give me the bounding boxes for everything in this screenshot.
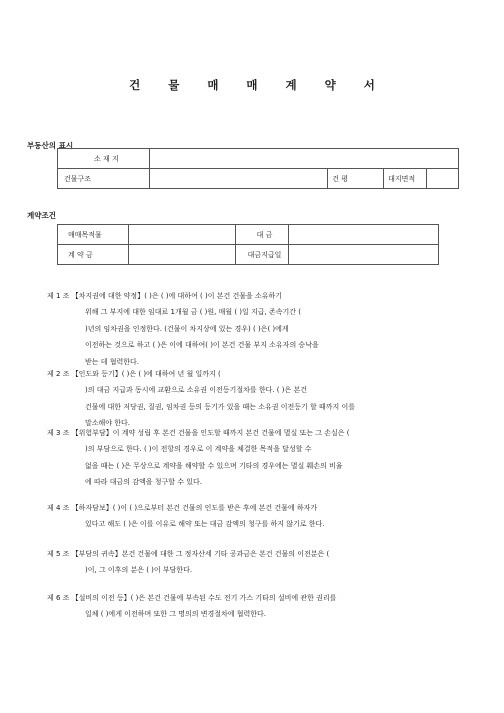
location-row	[58, 149, 459, 169]
balance-date-label: 대금지급일	[235, 245, 288, 265]
deposit-row	[58, 245, 439, 265]
purpose-value-cell[interactable]	[128, 225, 235, 245]
document-title: 건 물 매 매 계 약 서	[129, 78, 387, 92]
deposit-value-cell[interactable]	[128, 245, 235, 265]
article-6	[47, 590, 465, 623]
article-line: 에 따라 대금의 감액을 청구할 수 있다.	[85, 478, 203, 487]
balance-date-value-cell[interactable]	[288, 245, 439, 265]
article-line: 제 5 조 【부담의 귀속】본건 건물에 대한 그 정자산세 기타 공과금은 본건 건물의 이전분은 (	[47, 550, 330, 558]
structure-value-cell[interactable]	[149, 169, 327, 189]
deposit-label: 계 약 금	[58, 245, 129, 265]
terms-section-heading: 계약조건	[27, 211, 56, 220]
location-value-cell[interactable]	[149, 149, 458, 169]
location-label: 소 재 지	[58, 149, 150, 169]
article-line: )의 대금 지급과 동시에 교환으로 소유권 이전등기절차를 한다. ( )은 본건	[85, 386, 308, 395]
article-line: 없을 때는 ( )은 무상으로 계약을 해약할 수 있으며 기타의 경우에는 멸실 훼손의 비율	[85, 461, 343, 470]
article-line: 받는 데 협력한다.	[85, 357, 140, 366]
article-line: 있다고 해도 ( )은 이를 이유로 해약 또는 대금 감액의 청구를 하지 않기로 한다.	[85, 520, 325, 529]
article-3	[47, 425, 465, 491]
article-2	[47, 366, 465, 432]
article-line: )이, 그 이후의 분은 ( )이 부담한다.	[85, 566, 193, 575]
building-area-label: 건 평	[328, 169, 384, 189]
article-line: 제 1 조 【차지권에 대한 약정】( )은 ( )에 대하여 ( )이 본건 건물을 소유하기	[47, 292, 283, 300]
article-4	[47, 500, 465, 533]
article-line: )의 부담으로 한다. ( )이 전항의 경우로 이 계약을 체결한 목적을 달성할 수	[85, 445, 312, 454]
article-line: 제 6 조 【설비의 이전 등】( )은 본건 건물에 부속된 수도 전기 가스 기타의 설비에 관한 권리를	[47, 594, 337, 602]
article-line: )년의 임차권을 인정한다. (건물이 차지상에 있는 경우) ( )은( )에게	[85, 324, 289, 333]
property-section-heading: 부동산의 표시	[27, 141, 74, 150]
land-area-label: 대지면적	[384, 169, 427, 189]
land-area-value-cell[interactable]	[427, 169, 459, 189]
amount-value-cell[interactable]	[288, 225, 439, 245]
article-line: 이전하는 것으로 하고 ( )은 이에 대하여( )이 본건 건물 부지 소유자의 승낙을	[85, 341, 319, 350]
purpose-label: 매매목적물	[58, 225, 129, 245]
purpose-row	[58, 225, 439, 245]
article-line: 제 3 조 【위험부담】이 계약 성립 후 본건 건물을 인도할 때까지 본건 건물에 멸실 또는 그 손실은 (	[47, 429, 350, 437]
article-line: 위해 그 부지에 대한 임대료 1개월 금 ( )원, 매월 ( )일 지급, 존속기간 (	[85, 308, 301, 317]
article-line: 제 4 조 【하자담보】( )이 ( )으로부터 본건 건물의 인도를 받은 후에 본건 건물에 하자가	[47, 504, 318, 512]
article-line: 제 2 조 【인도와 등기】( )은 ( )에 대하여 년 월 일까지 (	[47, 370, 221, 378]
terms-table	[57, 224, 439, 265]
property-table	[57, 148, 459, 189]
structure-label: 건물구조	[58, 169, 150, 189]
article-line: 말소해야 한다.	[85, 419, 131, 428]
article-1	[47, 288, 465, 370]
article-line: 건물에 대한 저당권, 질권, 임차권 등의 등기가 있을 때는 소유권 이전등기 할 때까지 이를	[85, 402, 356, 411]
structure-row	[58, 169, 459, 189]
article-5	[47, 546, 465, 579]
article-line: 일체 ( )에게 이전하며 또한 그 명의의 변경절차에 협력한다.	[85, 610, 267, 619]
amount-label: 대 금	[235, 225, 288, 245]
